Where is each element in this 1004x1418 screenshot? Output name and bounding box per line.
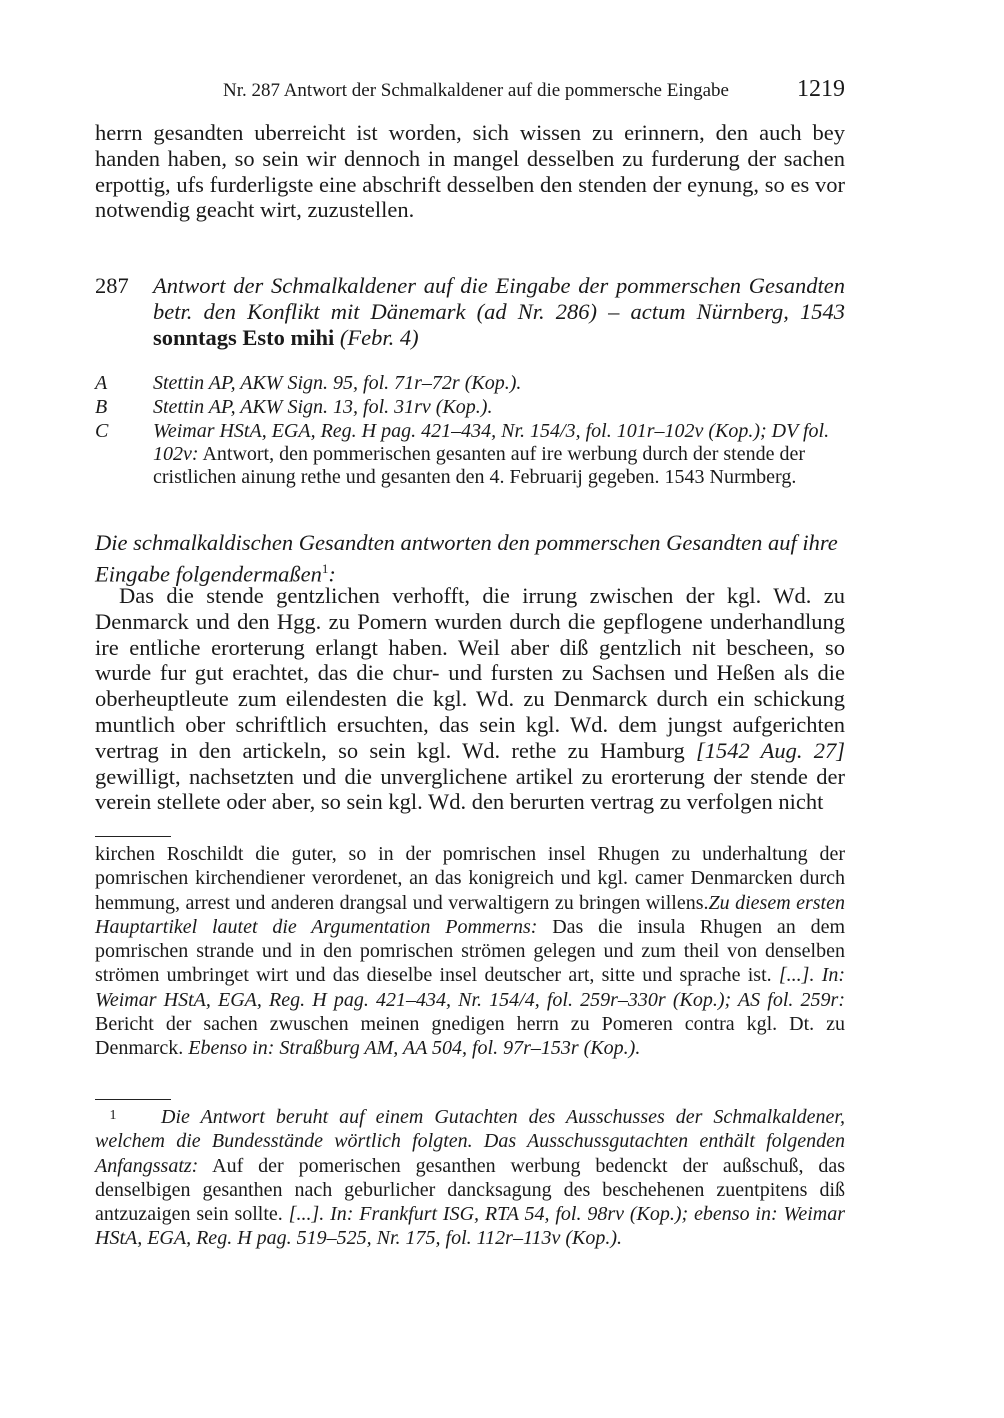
source-row <box>95 420 845 489</box>
source-row <box>95 396 845 419</box>
source-sigle: B <box>95 396 108 418</box>
document-title-date-note: (Febr. 4) <box>339 324 419 350</box>
footnote-1 <box>95 1104 845 1251</box>
source-citation: Stettin AP, AKW Sign. 95, fol. 71r–72r (Kop.). <box>153 372 522 394</box>
main-text-part1: Das die stende gentzlichen verhofft, die irrung zwischen der kgl. Wd. zu Denmarck und den Hgg. zu Pomern wurden durch die gepflogene underhandlung ire entliche erorterung erlangt haben. Weil aber diß gentzlich nit bescheen, so wurde fur gut erachtet, das die chur- und fursten zu Sachsen und Heßen als die oberheuptleute zum eilendesten die kgl. Wd. zu Denmarck durch ein schickung muntlich ober schriftlich ersuchten, das sein kgl. Wd. dem jungst aufgerichten vertrag in den artickeln, so sein kgl. Wd. rethe zu Hamburg <box>95 583 845 763</box>
footnote-part1: Auf der pomerischen gesanthen werbung bedenckt der außschuß, das denselbigen gesanthen nach geburlicher dancksagung des beschehenen zuentpitens diß antzuzaigen sein sollte. <box>95 1154 845 1226</box>
source-citation: Stettin AP, AKW Sign. 13, fol. 31rv (Kop.). <box>153 396 493 418</box>
document-heading <box>95 273 845 350</box>
carryover-paragraph: herrn gesandten uberreicht ist worden, sich wissen zu erinnern, den auch bey handen haben, so sein wir dennoch in mangel desselben zu furderung der sachen erpottig, ufs furderligste eine abschrift desselben den stenden der eynung, so es vor notwendig geacht wirt, zuzustellen. <box>95 120 845 223</box>
footnote-marker: 1 <box>109 1108 117 1123</box>
footnote-cont-part2: Das die insula Rhugen an dem pomrischen strande und in den pomrischen strömen gelegen und zum theil von denselben strömen umbringet wirt und das dieselbe insel deutscher art, sitte und sprache ist. <box>95 915 846 987</box>
document-title <box>153 273 845 350</box>
footnote-cont-italic2: [...]. In: Weimar HStA, EGA, Reg. H pag. 421–434, Nr. 154/4, fol. 259r–330r (Kop.); AS fol. 259r: <box>95 964 846 1011</box>
running-header <box>95 76 845 106</box>
footnote-cont-part1: kirchen Roschildt die guter, so in der pomrischen insel Rhugen zu underhaltung der pomrischen kirchendiener verordenet, an das konigreich und kgl. camer Denmarcken durch hemmung, arrest und anderen drangsal und verwaltigern zu bringen willens. <box>95 843 845 914</box>
footnote-cont-italic3: Ebenso in: Straßburg AM, AA 504, fol. 97r–153r (Kop.). <box>188 1037 641 1060</box>
source-text <box>153 396 845 419</box>
source-dorsal-text: Antwort, den pommerischen gesanten auf ire werbung durch der stende der cristlichen ainung rethe und gesanten den 4. Februarij gegeben. 1543 Nurmberg. <box>153 443 806 488</box>
footnote-italic2: [...]. In: Frankfurt ISG, RTA 54, fol. 98rv (Kop.); ebenso in: Weimar HStA, EGA, Reg. H pag. 519–525, Nr. 175, fol. 112r–113v (Kop.). <box>95 1203 846 1250</box>
footnote-cont-italic1: Zu diesem ersten Hauptartikel lautet die Argumentation Pommerns: <box>95 891 845 938</box>
source-text <box>153 372 845 395</box>
document-title-date: sonntags Esto mihi <box>153 324 335 350</box>
footnote-continuation <box>95 842 845 1061</box>
page-number: 1219 <box>797 76 845 102</box>
main-text <box>95 583 845 815</box>
source-sigle: A <box>95 372 108 394</box>
date-note: [1542 Aug. 27] <box>696 737 845 763</box>
footnote-divider <box>95 836 171 837</box>
document-number: 287 <box>95 273 129 298</box>
footnote-ref[interactable]: 1 <box>321 560 329 576</box>
summary-text: Die schmalkaldischen Gesandten antworten den pommerschen Gesandten auf ihre Eingabe folgendermaßen <box>95 530 838 587</box>
source-list <box>95 372 845 490</box>
summary-tail: : <box>328 561 336 587</box>
footnote-cont-part3: Bericht der sachen zwuschen meinen gnedigen herrn zu Pomeren contra kgl. Dt. zu Denmarck. <box>95 1013 845 1060</box>
source-row <box>95 372 845 395</box>
source-sigle: C <box>95 420 109 442</box>
document-title-main: Antwort der Schmalkaldener auf die Eingabe der pommerschen Gesandten betr. den Konflikt mit Dänemark (ad Nr. 286) – actum Nürnberg, 1543 <box>153 273 845 324</box>
main-text-part2: gewilligt, nachsetzten und die unverglichene artikel zu erorterung der stende der verein stellete oder aber, so sein kgl. Wd. den berurten vertrag zu verfolgen nicht <box>95 763 845 815</box>
footnote-divider <box>95 1099 171 1100</box>
footnote-italic1: Die Antwort beruht auf einem Gutachten des Ausschusses der Schmalkaldener, welchem die Bundesstände wörtlich folgten. Das Ausschussgutachten enthält folgenden Anfangssatz: <box>95 1106 845 1177</box>
source-citation: Weimar HStA, EGA, Reg. H pag. 421–434, Nr. 154/3, fol. 101r–102v (Kop.); DV fol. 102v: <box>153 420 830 465</box>
source-text <box>153 420 845 489</box>
summary-regest <box>95 530 845 587</box>
running-title: Nr. 287 Antwort der Schmalkaldener auf die pommersche Eingabe <box>223 80 729 101</box>
